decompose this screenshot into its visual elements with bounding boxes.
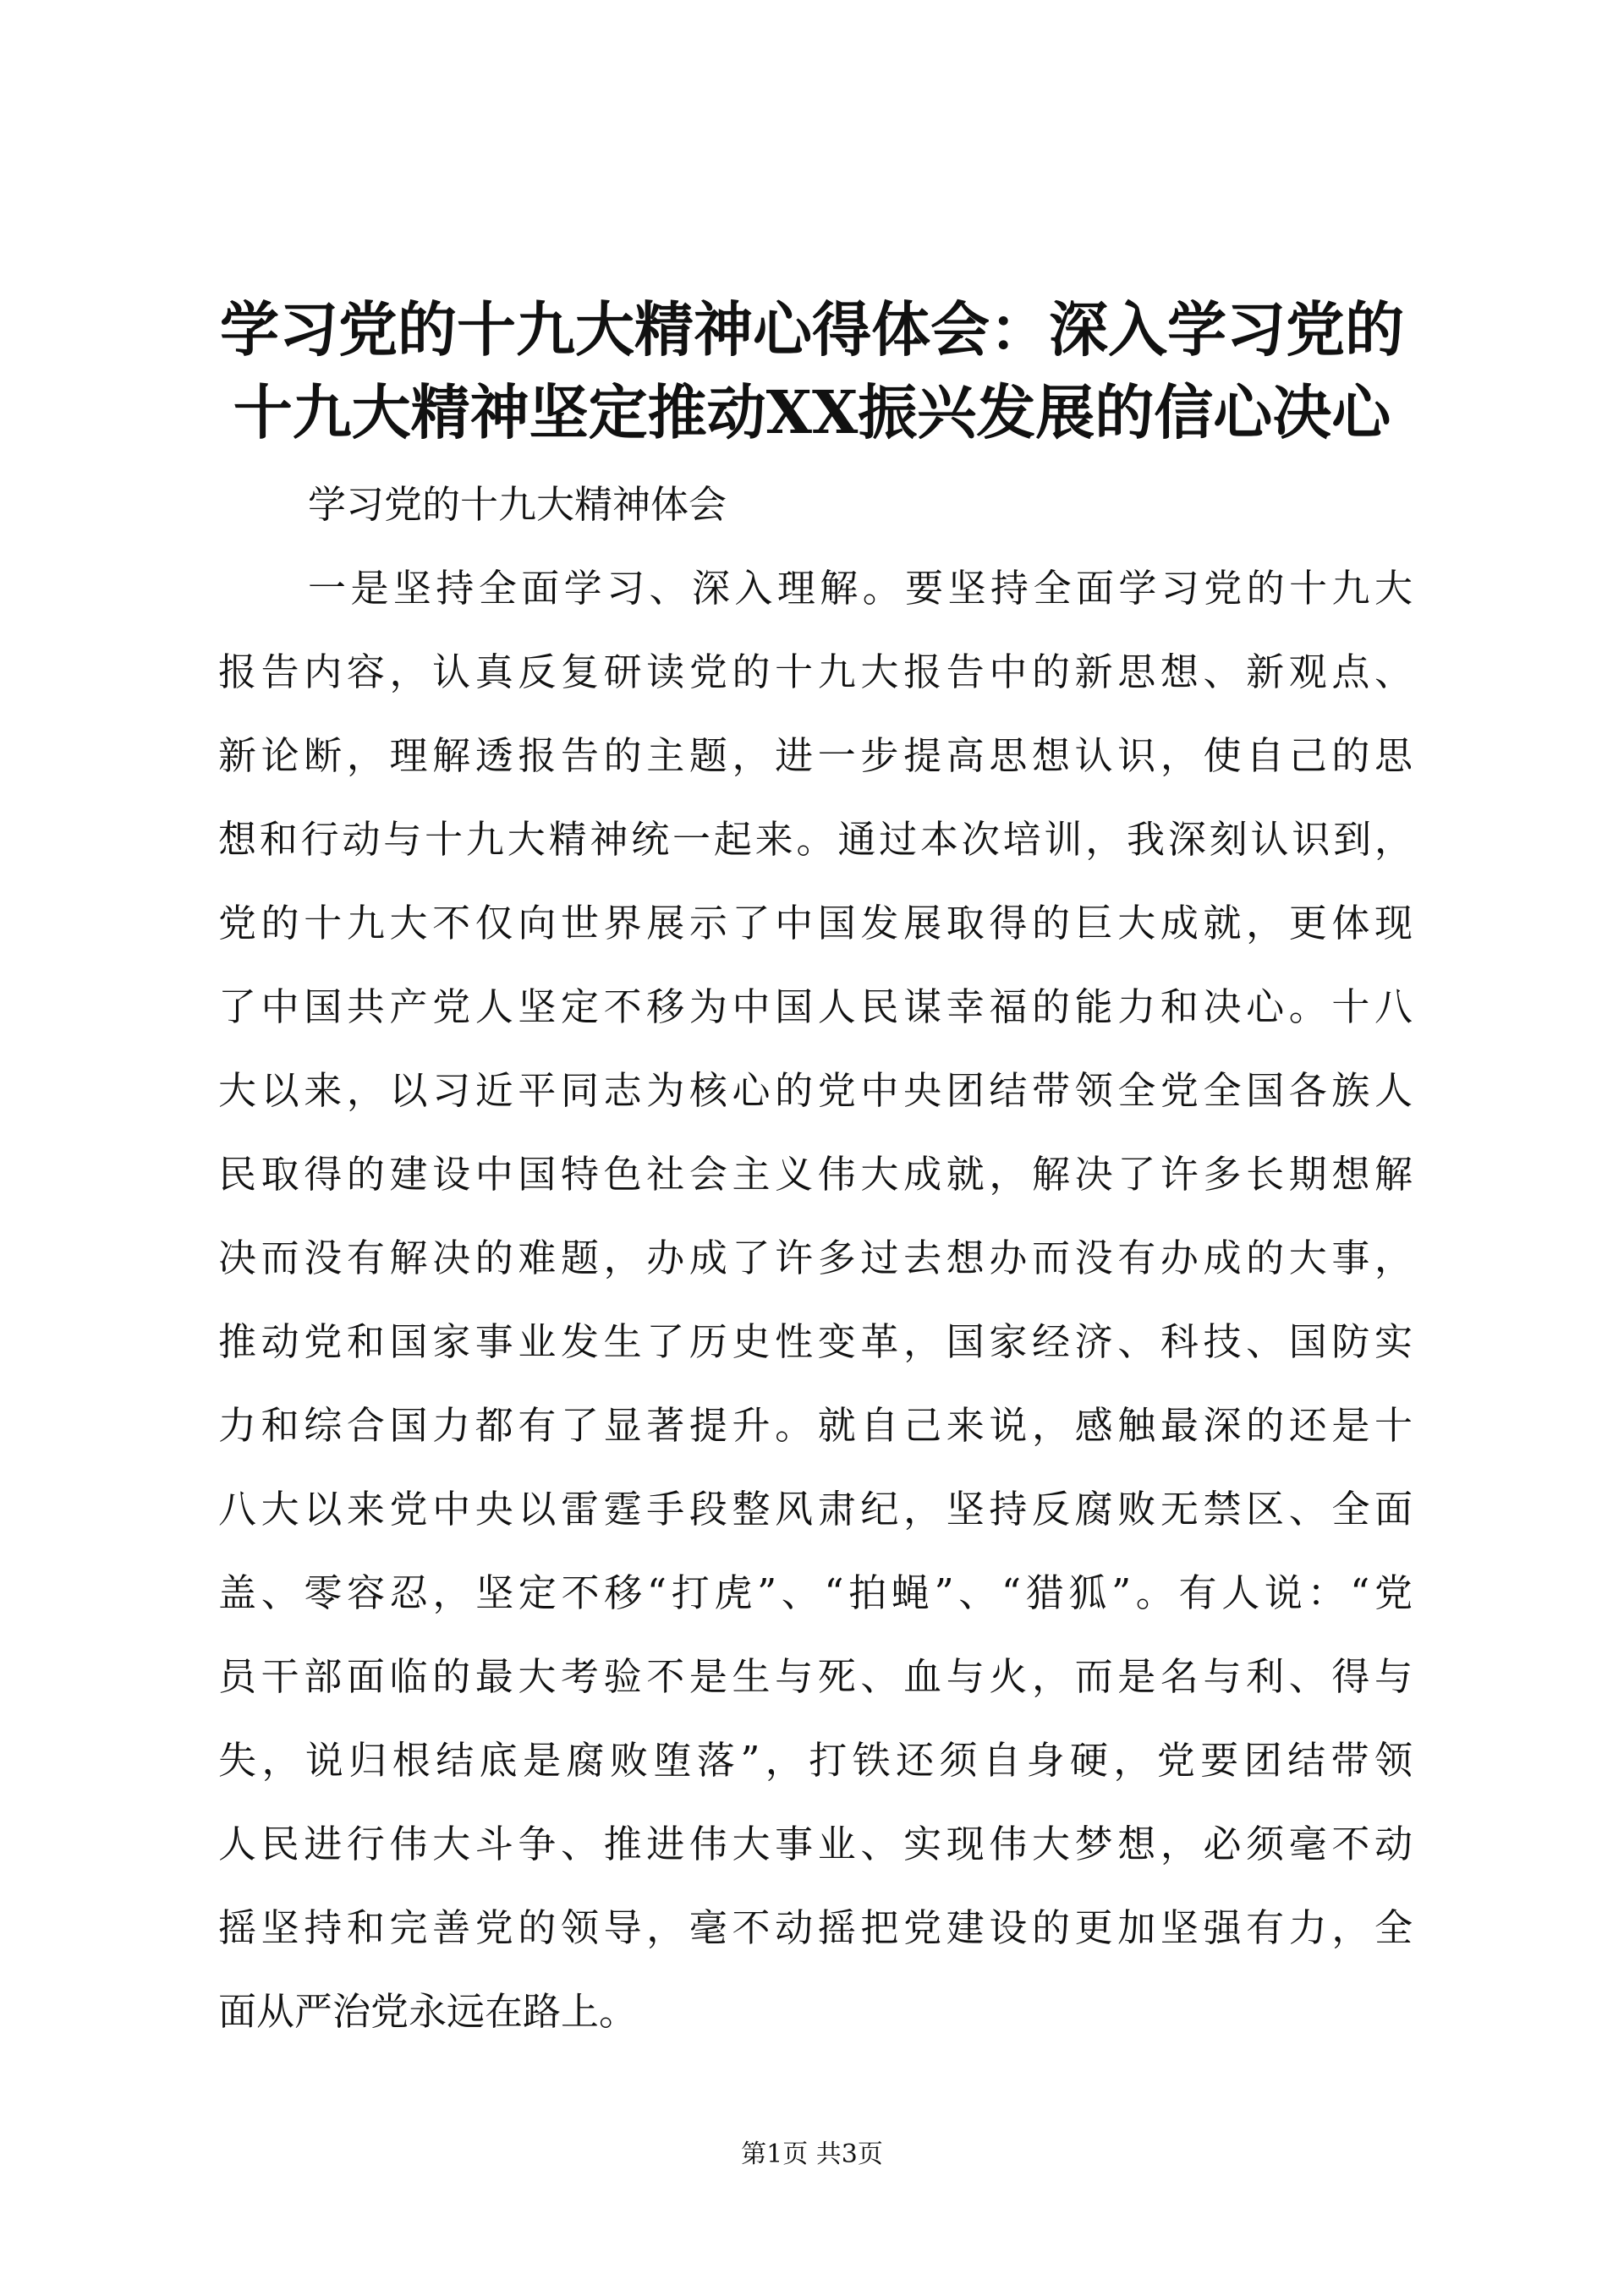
body-paragraph: [218, 546, 1413, 2053]
paragraph-line: 了中国共产党人坚定不移为中国人民谋幸福的能力和决心。十八: [218, 984, 1413, 1029]
paragraph-line: 摇坚持和完善党的领导，毫不动摇把党建设的更加坚强有力，全: [218, 1905, 1413, 1950]
paragraph-line: 报告内容，认真反复研读党的十九大报告中的新思想、新观点、: [218, 649, 1413, 694]
paragraph-line: 盖、零容忍，坚定不移“打虎”、“拍蝇”、“猎狐”。有人说：“党: [218, 1570, 1413, 1615]
paragraph-line: 一是坚持全面学习、深入理解。要坚持全面学习党的十九大: [308, 566, 1413, 611]
page-footer: 第1页 共3页: [741, 2140, 883, 2169]
paragraph-line: 员干部面临的最大考验不是生与死、血与火，而是名与利、得与: [218, 1654, 1413, 1699]
paragraph-line: 人民进行伟大斗争、推进伟大事业、实现伟大梦想，必须毫不动: [218, 1822, 1413, 1866]
paragraph-line: 失，说归根结底是腐败堕落”，打铁还须自身硬，党要团结带领: [218, 1738, 1413, 1783]
paragraph-line: 民取得的建设中国特色社会主义伟大成就，解决了许多长期想解: [218, 1152, 1413, 1197]
title-line: 十九大精神坚定推动XX振兴发展的信心决心: [233, 377, 1391, 447]
paragraph-line: 党的十九大不仅向世界展示了中国发展取得的巨大成就，更体现: [218, 901, 1413, 945]
paragraph-line: 八大以来党中央以雷霆手段整风肃纪，坚持反腐败无禁区、全面: [218, 1487, 1413, 1532]
section-subheading: 学习党的十九大精神体会: [308, 482, 727, 527]
document-body: [218, 463, 1413, 2053]
paragraph-line: 决而没有解决的难题，办成了许多过去想办而没有办成的大事，: [218, 1236, 1413, 1280]
paragraph-line: 新论断，理解透报告的主题，进一步提高思想认识，使自己的思: [218, 733, 1413, 778]
paragraph-line: 大以来，以习近平同志为核心的党中央团结带领全党全国各族人: [218, 1068, 1413, 1113]
document-title: [0, 288, 1624, 454]
title-line: 学习党的十九大精神心得体会：深入学习党的: [220, 294, 1404, 364]
paragraph-line: 推动党和国家事业发生了历史性变革，国家经济、科技、国防实: [218, 1319, 1413, 1364]
paragraph-line: 想和行动与十九大精神统一起来。通过本次培训，我深刻认识到，: [218, 817, 1413, 862]
paragraph-line: 力和综合国力都有了显著提升。就自己来说，感触最深的还是十: [218, 1403, 1413, 1448]
paragraph-line: 面从严治党永远在路上。: [218, 1989, 638, 2034]
